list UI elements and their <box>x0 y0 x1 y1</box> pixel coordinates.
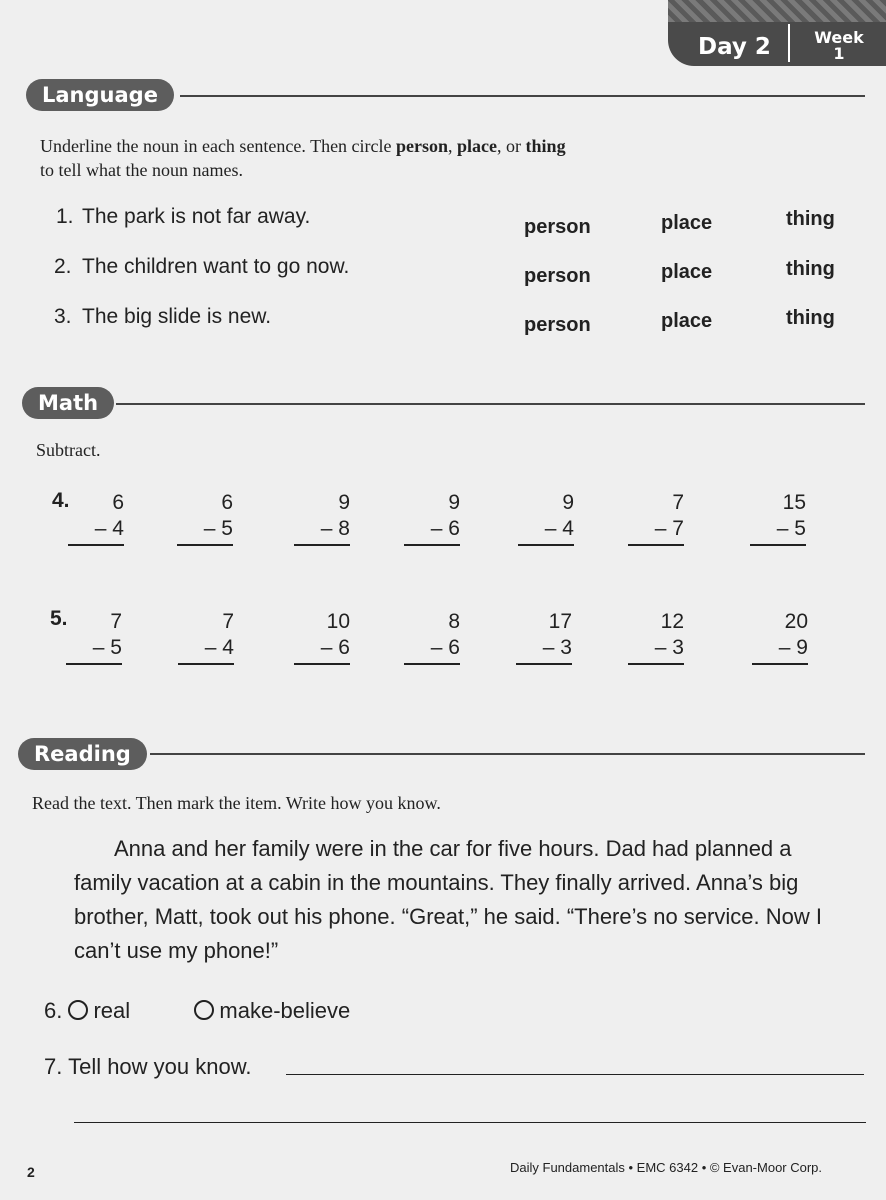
word-thing: thing <box>525 136 566 156</box>
option-place[interactable]: place <box>661 212 713 234</box>
word-place: place <box>457 136 498 156</box>
page-number: 2 <box>27 1164 35 1180</box>
week-label: Week <box>814 28 864 47</box>
footer-credit: Daily Fundamentals • EMC 6342 • © Evan-Moor Corp. <box>510 1160 823 1175</box>
reading-heading: Reading <box>18 738 147 770</box>
row-5-number: 5. <box>50 607 68 630</box>
subtraction-problem[interactable]: 7 – 7 <box>628 490 684 546</box>
reading-instruction: Read the text. Then mark the item. Write how you know. <box>32 793 441 813</box>
subtraction-problem[interactable]: 6 – 4 <box>68 490 124 546</box>
math-rule <box>116 403 865 405</box>
item-3-number: 3. <box>54 305 72 328</box>
question-6-number: 6. <box>44 998 63 1023</box>
option-person[interactable]: person <box>524 314 591 336</box>
option-thing[interactable]: thing <box>786 208 835 230</box>
subtraction-problem[interactable]: 6 – 5 <box>177 490 233 546</box>
subtraction-problem[interactable]: 7 – 4 <box>178 609 234 665</box>
radio-make-believe[interactable]: make-believe <box>194 998 350 1023</box>
option-place[interactable]: place <box>661 261 713 283</box>
subtraction-problem[interactable]: 9 – 8 <box>294 490 350 546</box>
tab-pattern <box>668 0 886 22</box>
day-label: Day 2 <box>698 34 771 60</box>
day-week-tab <box>668 0 886 66</box>
math-heading: Math <box>22 387 114 419</box>
language-rule <box>180 95 865 97</box>
week-number: 1 <box>833 44 845 63</box>
subtraction-problem[interactable]: 20 – 9 <box>752 609 808 665</box>
item-1-sentence[interactable]: The park is not far away. <box>82 205 311 228</box>
word-person: person <box>396 136 449 156</box>
subtraction-problem[interactable]: 12 – 3 <box>628 609 684 665</box>
option-thing[interactable]: thing <box>786 258 835 280</box>
question-6 <box>44 998 350 1024</box>
language-heading: Language <box>26 79 174 111</box>
tab-divider <box>788 24 790 62</box>
subtraction-problem[interactable]: 10 – 6 <box>294 609 350 665</box>
answer-line-1[interactable] <box>286 1074 864 1075</box>
subtraction-problem[interactable]: 15 – 5 <box>750 490 806 546</box>
question-7 <box>44 1054 252 1080</box>
language-instruction: Underline the noun in each sentence. Then circle person, place, or thing to tell what the noun names. <box>40 136 566 180</box>
subtraction-problem[interactable]: 9 – 6 <box>404 490 460 546</box>
item-2-sentence[interactable]: The children want to go now. <box>82 255 350 278</box>
subtraction-problem[interactable]: 8 – 6 <box>404 609 460 665</box>
radio-circle-icon[interactable] <box>68 1000 88 1020</box>
item-3-sentence[interactable]: The big slide is new. <box>82 305 272 328</box>
option-person[interactable]: person <box>524 216 591 238</box>
math-instruction: Subtract. <box>36 440 101 460</box>
option-place[interactable]: place <box>661 310 713 332</box>
reading-rule <box>150 753 865 755</box>
radio-real[interactable]: real <box>68 998 130 1023</box>
question-7-number: 7. <box>44 1054 63 1079</box>
subtraction-problem[interactable]: 17 – 3 <box>516 609 572 665</box>
row-4-number: 4. <box>52 489 70 512</box>
item-1-number: 1. <box>56 205 74 228</box>
reading-passage: Anna and her family were in the car for five hours. Dad had planned a family vacation at a cabin in the mountains. They finally arrived. Anna’s big brother, Matt, took out his phone. “Great,” he said. “There’s no service. Now I can’t use my phone!” <box>74 836 822 963</box>
option-thing[interactable]: thing <box>786 307 835 329</box>
answer-line-2[interactable] <box>74 1122 866 1123</box>
question-7-prompt: Tell how you know. <box>68 1054 252 1079</box>
radio-circle-icon[interactable] <box>194 1000 214 1020</box>
item-2-number: 2. <box>54 255 72 278</box>
subtraction-problem[interactable]: 7 – 5 <box>66 609 122 665</box>
option-person[interactable]: person <box>524 265 591 287</box>
subtraction-problem[interactable]: 9 – 4 <box>518 490 574 546</box>
